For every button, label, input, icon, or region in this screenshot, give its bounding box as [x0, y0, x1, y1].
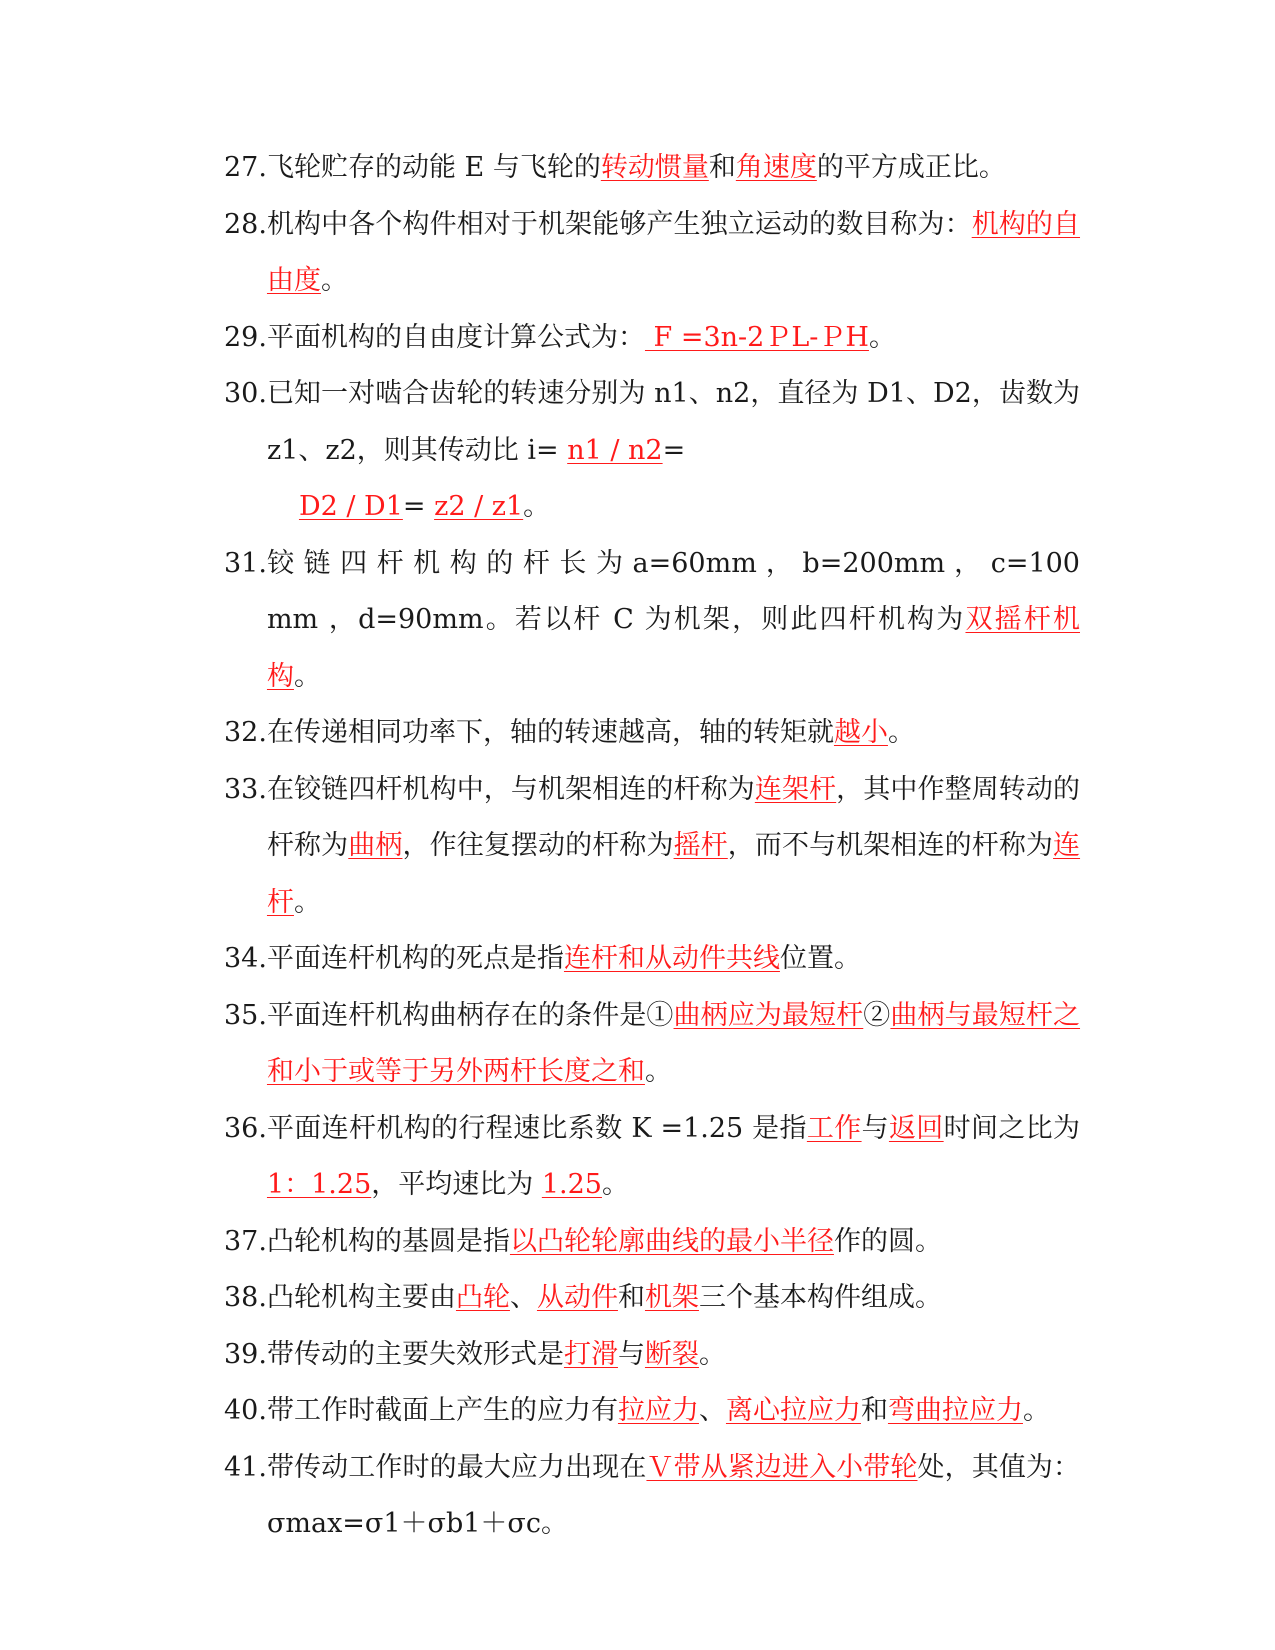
- answer-text: 越小: [833, 717, 888, 748]
- answer-text: 返回: [888, 1112, 944, 1144]
- question-text: =: [402, 491, 435, 522]
- question-number: 39.: [224, 1338, 267, 1370]
- question-text: ，作往复摆动的杆称为: [402, 830, 674, 861]
- question-text: ，平均速比为: [371, 1169, 542, 1200]
- question-item: [224, 366, 1080, 536]
- question-body: [267, 197, 1080, 310]
- answer-text: 机构的自由度: [266, 208, 1081, 296]
- question-text: 飞轮贮存的动能 E 与飞轮的: [266, 152, 601, 183]
- question-text: 。: [293, 886, 321, 918]
- question-body: [267, 705, 1080, 762]
- question-body: [267, 1214, 1080, 1271]
- question-number: 28.: [224, 208, 267, 240]
- answer-text: 1：1.25: [266, 1169, 372, 1200]
- question-text: 。: [293, 660, 321, 692]
- question-text: 、: [698, 1395, 726, 1426]
- question-item: [224, 762, 1080, 932]
- question-text: 已知一对啮合齿轮的转速分别为 n1、n2，直径为 D1、D2，齿数为 z1、z2，则其传动比 i=: [266, 378, 1080, 466]
- answer-text: 从动件: [536, 1282, 618, 1313]
- question-item: [224, 140, 1080, 197]
- question-body: [267, 1101, 1080, 1214]
- question-number: 31.: [224, 547, 267, 579]
- question-body: [267, 366, 1080, 536]
- question-text: ②: [863, 999, 891, 1031]
- question-text: 。: [601, 1169, 629, 1200]
- question-text: 凸轮机构主要由: [266, 1282, 456, 1313]
- question-text: 平面连杆机构曲柄存在的条件是①: [266, 999, 674, 1031]
- question-text: 。: [523, 491, 551, 522]
- question-body: [267, 1270, 1080, 1327]
- answer-text: 弯曲拉应力: [887, 1395, 1023, 1426]
- answer-text: 打滑: [563, 1338, 618, 1370]
- answer-text: 曲柄与最短杆之和小于或等于另外两杆长度之和: [266, 999, 1081, 1087]
- question-text: ，而不与机架相连的杆称为: [727, 830, 1054, 861]
- question-number: 36.: [224, 1112, 267, 1144]
- question-text: 带工作时截面上产生的应力有: [266, 1395, 618, 1426]
- question-text: 。: [887, 717, 915, 748]
- question-text: 铰 链 四 杆 机 构 的 杆 长 为 a=60mm ， b=200mm ， c=100mm ，d=90mm。若以杆 C 为机架，则此四杆机构为: [266, 547, 1080, 635]
- question-text: 时间之比为: [943, 1112, 1081, 1144]
- question-text: =: [662, 434, 686, 466]
- question-number: 35.: [224, 999, 267, 1031]
- question-text: 和: [617, 1282, 645, 1313]
- continuation-line: [267, 479, 1080, 536]
- question-text: 。: [868, 321, 896, 353]
- question-body: [267, 988, 1080, 1101]
- answer-text: 1.25: [541, 1169, 602, 1200]
- question-text: 在铰链四杆机构中，与机架相连的杆称为: [266, 773, 755, 805]
- question-number: 33.: [224, 773, 267, 805]
- question-text: 。: [320, 265, 348, 296]
- question-text: 的平方成正比。: [816, 152, 1006, 183]
- question-number: 34.: [224, 943, 267, 974]
- answer-text: 以凸轮轮廓曲线的最小半径: [509, 1225, 834, 1257]
- answer-text: 工作: [806, 1112, 862, 1144]
- answer-text: 拉应力: [617, 1395, 699, 1426]
- question-text: 凸轮机构的基圆是指: [266, 1225, 510, 1257]
- question-list: [224, 140, 1080, 1553]
- question-text: 和: [708, 152, 736, 183]
- answer-text: 凸轮: [455, 1282, 510, 1313]
- question-text: 处，其值为：σmax=σ1＋σb1＋σc。: [266, 1451, 1081, 1539]
- question-body: [267, 931, 1080, 988]
- question-body: [267, 1327, 1080, 1384]
- question-number: 41.: [224, 1451, 267, 1483]
- question-text: 作的圆。: [833, 1225, 942, 1257]
- answer-text: F =3n-2ＰL-ＰH: [644, 321, 869, 353]
- answer-text: 机架: [644, 1282, 699, 1313]
- question-text: 平面连杆机构的死点是指: [266, 943, 564, 974]
- question-text: 机构中各个构件相对于机架能够产生独立运动的数目称为：: [266, 208, 972, 240]
- question-number: 32.: [224, 717, 267, 748]
- question-item: [224, 310, 1080, 367]
- answer-text: 双摇杆机构: [266, 604, 1080, 692]
- answer-text: Ｖ带从紧边进入小带轮: [646, 1451, 918, 1483]
- question-number: 38.: [224, 1282, 267, 1313]
- question-number: 40.: [224, 1395, 267, 1426]
- question-body: [267, 1383, 1080, 1440]
- answer-text: 连杆: [266, 830, 1081, 918]
- question-item: [224, 536, 1080, 706]
- question-item: [224, 1270, 1080, 1327]
- answer-text: 转动惯量: [600, 152, 709, 183]
- question-body: [267, 762, 1080, 932]
- question-item: [224, 931, 1080, 988]
- question-item: [224, 1327, 1080, 1384]
- question-text: 和: [860, 1395, 888, 1426]
- question-item: [224, 705, 1080, 762]
- question-text: 平面机构的自由度计算公式为：: [266, 321, 645, 353]
- question-text: 带传动工作时的最大应力出现在: [266, 1451, 647, 1483]
- question-body: [267, 536, 1080, 706]
- question-text: 三个基本构件组成。: [698, 1282, 942, 1313]
- question-text: 与: [861, 1112, 889, 1144]
- question-number: 30.: [224, 378, 267, 409]
- question-item: [224, 988, 1080, 1101]
- question-body: [267, 1440, 1080, 1553]
- answer-text: z2 / z1: [434, 491, 524, 522]
- question-text: 平面连杆机构的行程速比系数 K =1.25 是指: [266, 1112, 807, 1144]
- question-text: 带传动的主要失效形式是: [266, 1338, 564, 1370]
- question-item: [224, 1214, 1080, 1271]
- question-text: 在传递相同功率下，轴的转速越高，轴的转矩就: [266, 717, 834, 748]
- question-text: 与: [617, 1338, 645, 1370]
- question-item: [224, 1101, 1080, 1214]
- answer-text: 连杆和从动件共线: [563, 943, 780, 974]
- question-item: [224, 1383, 1080, 1440]
- question-body: [267, 310, 1080, 367]
- question-text: ，其中作整周转动的杆称为: [266, 773, 1081, 861]
- question-text: 。: [644, 1056, 672, 1087]
- answer-text: 离心拉应力: [725, 1395, 861, 1426]
- answer-text: 摇杆: [673, 830, 728, 861]
- question-number: 27.: [224, 152, 267, 183]
- answer-text: 断裂: [644, 1338, 699, 1370]
- answer-text: n1 / n2: [567, 434, 663, 466]
- answer-text: 曲柄应为最短杆: [673, 999, 864, 1031]
- question-number: 29.: [224, 321, 267, 353]
- question-text: 位置。: [779, 943, 861, 974]
- question-body: [267, 140, 1080, 197]
- answer-text: 连架杆: [754, 773, 837, 805]
- answer-text: 角速度: [735, 152, 817, 183]
- answer-text: 曲柄: [348, 830, 403, 861]
- question-item: [224, 197, 1080, 310]
- question-text: 、: [509, 1282, 537, 1313]
- answer-text: D2 / D1: [298, 491, 403, 522]
- question-item: [224, 1440, 1080, 1553]
- question-text: 。: [1022, 1395, 1050, 1426]
- question-text: 。: [698, 1338, 726, 1370]
- question-number: 37.: [224, 1225, 267, 1257]
